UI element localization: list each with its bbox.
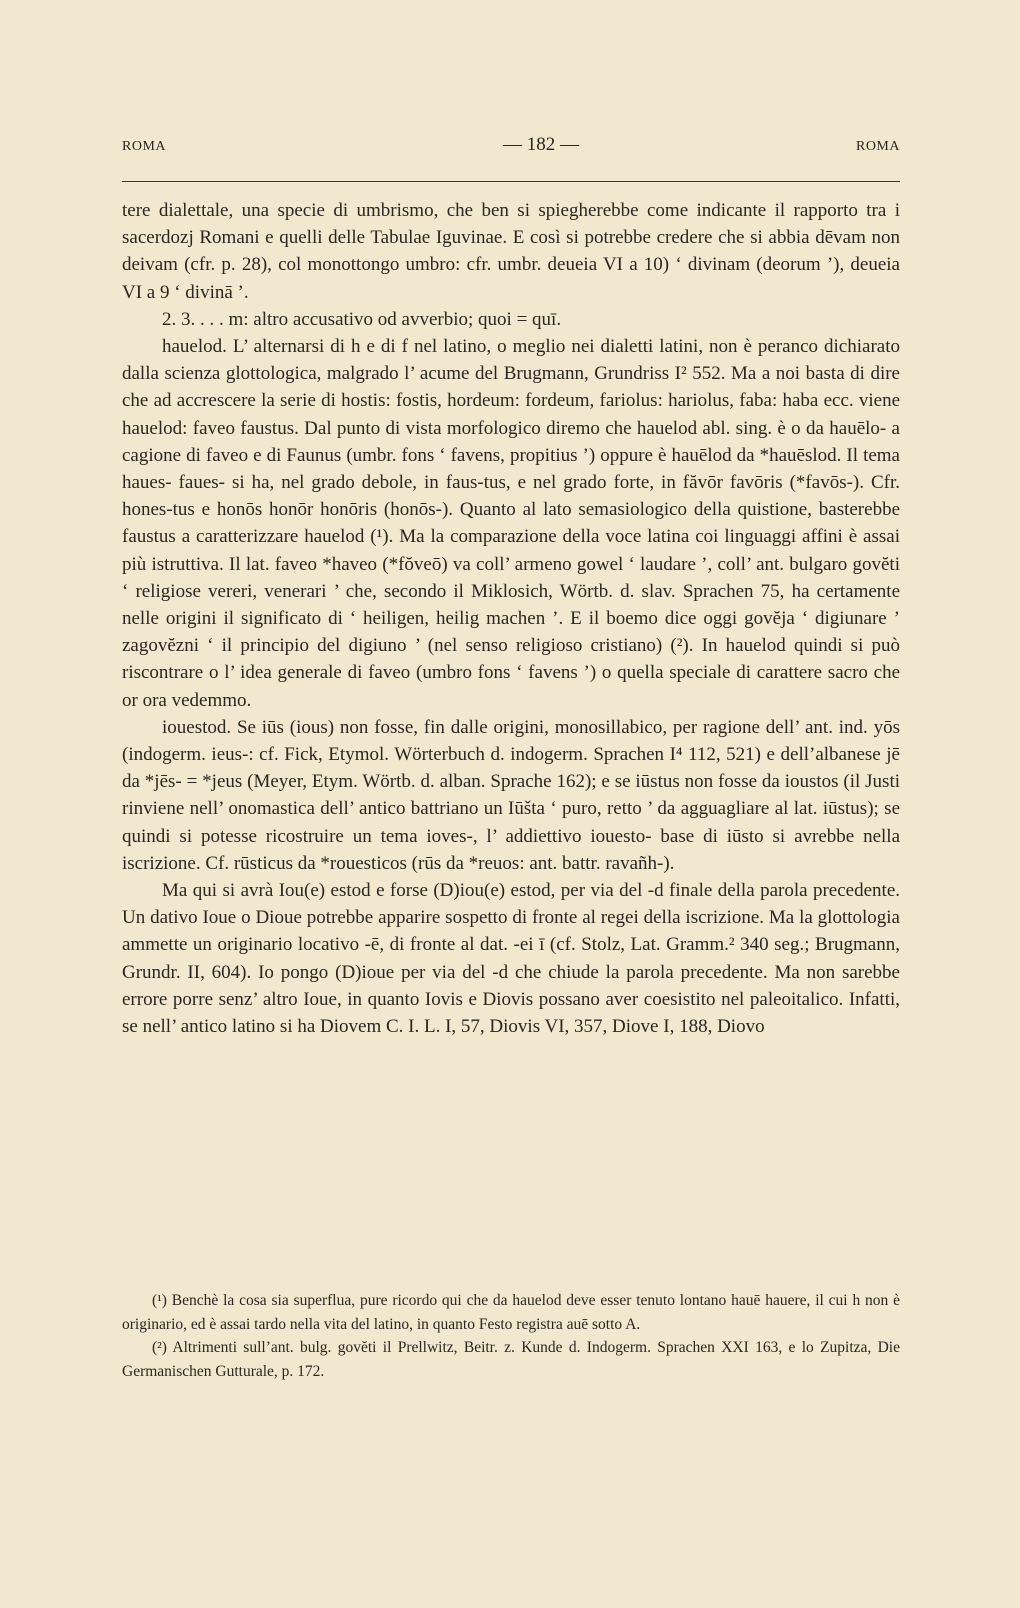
main-text <box>122 197 900 1040</box>
paragraph: iouestod. Se iūs (ious) non fosse, fin dalle origini, monosillabico, per ragione dell’ ant. ind. yōs (indogerm. ieus-: cf. Fick, Etymol. Wörterbuch d. indogerm. Sprachen I⁴ 112, 521) e dell’albanese jē da *jēs- = *jeus (Meyer, Etym. Wörtb. d. alban. Sprache 162); e se iūstus non fosse da ioustos (il Justi rinviene nell’ onomastica dell’ antico battriano un Iūšta ‘ puro, retto ’ da agguagliare al lat. iūstus); se quindi si potesse ricostruire un tema ioves-, l’ addiettivo iouesto- base di iūsto si avrebbe nella iscrizione. Cf. rūsticus da *rouesticos (rūs da *reuos: ant. battr. ravañh-). <box>122 716 900 874</box>
footnote: (²) Altrimenti sull’ant. bulg. govĕti il Prellwitz, Beitr. z. Kunde d. Indogerm. Sprachen XXI 163, e lo Zupitza, Die Germanischen Gutturale, p. 172. <box>122 1339 900 1380</box>
running-header <box>122 134 900 156</box>
paragraph: Ma qui si avrà Iou(e) estod e forse (D)iou(e) estod, per via del -d finale della parola precedente. Un dativo Ioue o Dioue potrebbe apparire sospetto di fronte al regei della iscrizione. Ma la glottologia ammette un originario locativo -ē, di fronte al dat. -ei ī (cf. Stolz, Lat. Gramm.² 340 seg.; Brugmann, Grundr. II, 604). Io pongo (D)ioue per via del -d che chiude la parola precedente. Ma non sarebbe errore porre senz’ altro Ioue, in quanto Iovis e Diovis possano aver coesistito nel paleoitalico. Infatti, se nell’ antico latino si ha Diovem C. I. L. I, 57, Diovis VI, 357, Diove I, 188, Diovo <box>122 880 900 1038</box>
footnotes <box>122 1289 900 1383</box>
paragraph: 2. 3. . . . m: altro accusativo od avverbio; quoi = quī. <box>162 308 562 330</box>
paragraph: hauelod. L’ alternarsi di h e di f nel latino, o meglio nei dialetti latini, non è peranco dichiarato dalla scienza glottologica, malgrado l’ acume del Brugmann, Grundriss I² 552. Ma a noi basta di dire che ad accrescere la serie di hostis: fostis, hordeum: fordeum, fariolus: hariolus, faba: haba ecc. viene hauelod: faveo faustus. Dal punto di vista morfologico diremo che hauelod abl. sing. è o da hauēlo- a cagione di faveo e di Faunus (umbr. fons ‘ favens, propitius ’) oppure è hauēlod da *hauēslod. Il tema haues- faues- si ha, nel grado debole, in faus-tus, e nel grado forte, in făvōr favōris (*favōs-). Cfr. hones-tus e honōs honōr honōris (honōs-). Quanto al lato semasiologico della quistione, basterebbe faustus a caratterizzare hauelod (¹). Ma la comparazione della voce latina coi linguaggi affini è assai più istruttiva. Il lat. faveo *haveo (*fŏveō) va coll’ armeno gowel ‘ laudare ’, coll’ ant. bulgaro govĕti ‘ religiose vereri, venerari ’ che, secondo il Miklosich, Wörtb. d. slav. Sprachen 75, ha certamente nelle origini il significato di ‘ heiligen, heilig machen ’. E il boemo dice oggi govĕja ‘ digiunare ’ zagovĕzni ‘ il principio del digiuno ’ (nel senso religioso cristiano) (²). In hauelod quindi si può riscontrare o l’ idea generale di faveo (umbro fons ‘ favens ’) o quella speciale di carattere sacro che or ora vedemmo. <box>122 336 900 711</box>
header-left: ROMA <box>122 139 167 154</box>
footnote: (¹) Benchè la cosa sia superflua, pure ricordo qui che da hauelod deve esser tenuto lontano hauē hauere, il cui h non è originario, ed è assai tardo nella vita del latino, in quanto Festo registra auē sotto A. <box>122 1292 900 1333</box>
page-number: — 182 — <box>503 134 579 155</box>
header-rule <box>122 181 900 182</box>
header-right: ROMA <box>855 139 900 154</box>
paragraph: tere dialettale, una specie di umbrismo, che ben si spiegherebbe come indicante il rapporto tra i sacerdozj Romani e quelli delle Tabulae Iguvinae. E così si potrebbe credere che si abbia dēvam non deivam (cfr. p. 28), col monottongo umbro: cfr. umbr. deueia VI a 10) ‘ divinam (deorum ’), deueia VI a 9 ‘ divinā ’. <box>122 200 900 303</box>
